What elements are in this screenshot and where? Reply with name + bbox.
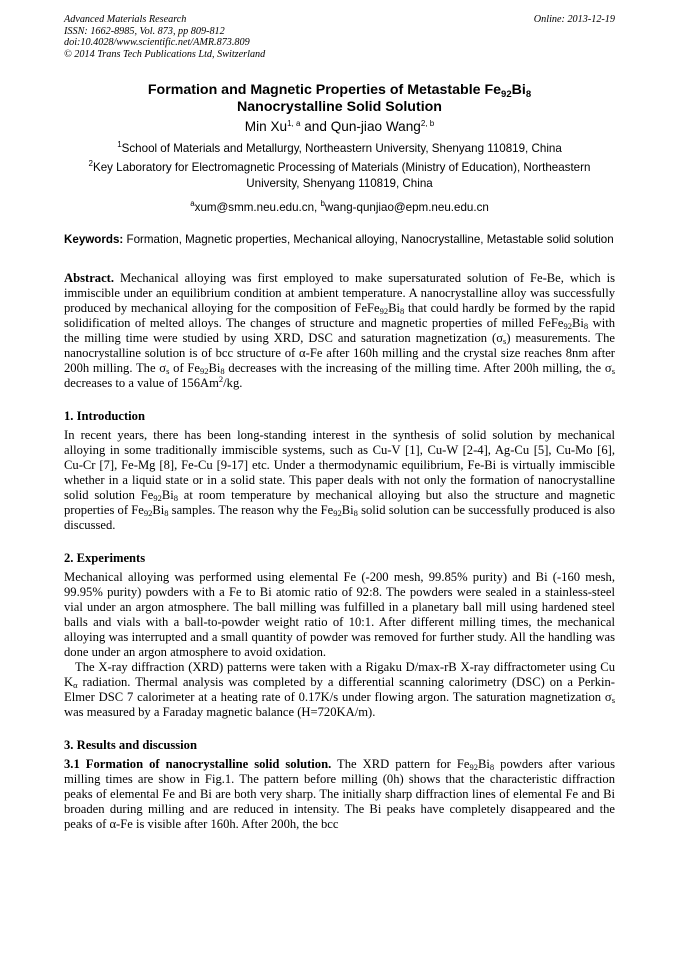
journal-header — [64, 14, 615, 60]
paper-page — [64, 14, 615, 832]
section-heading-introduction: 1. Introduction — [64, 409, 145, 424]
doi-line[interactable]: doi:10.4028/www.scientific.net/AMR.873.809 — [64, 37, 250, 49]
email-a[interactable]: xum@smm.neu.edu.cn, — [194, 201, 321, 215]
journal-name: Advanced Materials Research — [64, 14, 187, 25]
introduction-text: In recent years, there has been long-standing interest in the synthesis of solid solution by mechanical alloying in some traditionally immiscible systems, such as Cu-V [1], Cu-W [2-4], Ag-Cu [5], Cu-Mo [6], Cu-Cr [7], Fe-Mg [8], Fe-Cu [9-17] etc. Under a thermodynamic equilibrium, Fe-Bi is virtually immiscible whether in a liquid state or in a solid state. This paper deals with not only the formation of nanocrystalline solid solution $Fe_{92}Bi_8$ at room temperature by mechanical alloying but also the structure and magnetic properties of $Fe_{92}Bi_8$ samples. The reason why the $Fe_{92}Bi_8$ solid solution can be successfully produced is also discussed. — [64, 428, 615, 533]
abstract: Abstract. Mechanical alloying was first employed to make supersaturated solution of Fe-Be, which is immiscible under an equilibrium condition at ambient temperature. A nanocrystalline alloy was successfully produced by mechanical alloying for the composition of $FeFe_{92}Bi_8$ that could hardly be formed by the rapid solidification of melted alloys. The changes of structure and magnetic properties of milled $FeFe_{92}Bi_8$ with the milling time were studied by using XRD, DSC and saturation magnetization $(\sigma_s)$ measurements. The nanocrystalline solution is of bcc structure of α-Fe after 160h milling and the crystal size reaches 8nm after 200h milling. The $\sigma_s$ of $Fe_{92}Bi_8$ decreases with the increasing of the milling time. After 200h milling, the $\sigma_s$ decreases to a value of 156Am$^2$/kg. — [64, 271, 615, 391]
author-1: Min Xu — [244, 119, 288, 135]
subsection-heading: 3.1 Formation of nanocrystalline solid solution. — [64, 757, 332, 772]
author-emails: $^a$xum@smm.neu.edu.cn, $^b$wang-qunjiao@epm.neu.edu.cn — [190, 199, 489, 215]
affiliation-2: $^2$Key Laboratory for Electromagnetic Processing of Materials (Ministry of Education), Northeastern University, Shenyang 110819, China — [88, 159, 591, 191]
keywords-label: Keywords: — [64, 233, 124, 247]
keywords: Keywords: Formation, Magnetic properties, Mechanical alloying, Nanocrystalline, Metastable solid solution — [64, 233, 614, 247]
section-heading-results: 3. Results and discussion — [64, 738, 197, 753]
copyright-line: © 2014 Trans Tech Publications Ltd, Switzerland — [64, 48, 266, 60]
experiments-paragraph-1: Mechanical alloying was performed using elemental Fe (-200 mesh, 99.85% purity) and Bi (-160 mesh, 99.95% purity) powders with a Fe to Bi atomic ratio of 92:8. The powders were sealed in a stainless-steel vial under an argon atmosphere. The ball milling was fulfilled in a planetary ball mill using hardened steel balls and vials with a ball-to-powder weight ratio of 10:1. After different milling times, the mechanical alloying was interrupted and a small quantity of powder was removed for further study. All the handling was done under an argon atmosphere to avoid oxidation. — [64, 570, 615, 660]
abstract-label: Abstract. — [64, 271, 115, 286]
section-heading-experiments: 2. Experiments — [64, 551, 146, 566]
author-2: Qun-jiao Wang — [330, 119, 421, 135]
paper-title: Formation and Magnetic Properties of Metastable $Fe_{92}Bi_8$ Nanocrystalline Solid Solution — [147, 82, 532, 116]
email-b[interactable]: wang-qunjiao@epm.neu.edu.cn — [324, 201, 489, 215]
experiments-paragraph-2: The X-ray diffraction (XRD) patterns were taken with a Rigaku D/max-rB X-ray diffractometer using Cu $K_\alpha$ radiation. Thermal analysis was completed by a differential scanning calorimetry (DSC) on a Perkin-Elmer DSC 7 calorimeter at a heating rate of 0.17K/s under flowing argon. The saturation magnetization $\sigma_s$ was measured by a Faraday magnetic balance (H=720KA/m). — [64, 660, 615, 720]
results-text: 3.1 Formation of nanocrystalline solid solution. The XRD pattern for $Fe_{92}Bi_8$ powders after various milling times are show in Fig.1. The pattern before milling (0h) shows that the characteristic diffraction peaks of elemental Fe and Bi are both very sharp. The initially sharp diffraction lines of elemental Fe and Bi broaden during milling and are reduced in intensity. The Bi peaks have completely disappeared and the peaks of α-Fe is visible after 160h. After 200h, the bcc — [64, 757, 615, 832]
experiments-text — [64, 570, 615, 720]
online-date: Online: 2013-12-19 — [533, 14, 615, 25]
author-list: Min Xu$^{1, a}$ and Qun-jiao Wang$^{2, b}$ — [244, 119, 435, 135]
affiliation-1: $^1$School of Materials and Metallurgy, Northeastern University, Shenyang 110819, China — [117, 140, 562, 156]
issn-line: ISSN: 1662-8985, Vol. 873, pp 809-812 — [64, 25, 225, 37]
